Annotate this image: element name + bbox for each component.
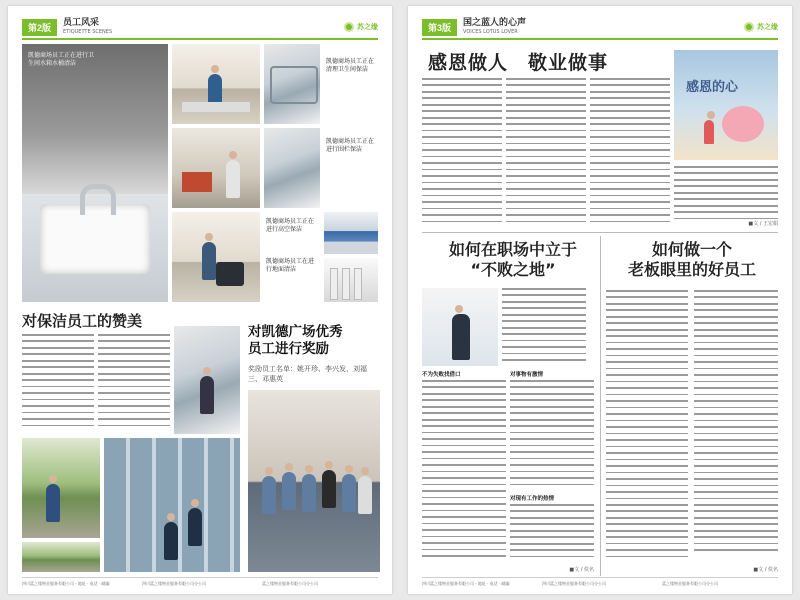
workplace-section-3 (510, 492, 594, 504)
staff-figure (342, 474, 356, 512)
photo-reception (172, 44, 260, 124)
left-page-footer (22, 577, 378, 590)
article-title-good-employee (606, 240, 778, 280)
footer-text: 四川蓝之缘物业服务有限公司分公司 (142, 581, 206, 586)
staff-figure (164, 522, 178, 560)
mop-shape (330, 268, 338, 300)
article-body-praise-col1 (22, 334, 94, 434)
photo-garden-cleaning (22, 438, 100, 538)
workplace-section-1 (422, 368, 506, 380)
person-figure (452, 314, 470, 360)
photo-floor-scrubber (172, 212, 260, 302)
caption-right-1: 凯德商场员工正在清理卫生间保洁 (326, 58, 375, 73)
caption-right-3: 凯德商场员工正在进行高空保洁 (266, 218, 315, 233)
caption-box-3 (264, 212, 320, 302)
publication-logo (344, 22, 378, 32)
photo-seating (324, 212, 378, 254)
heart-shape (722, 106, 764, 142)
photo-railing (264, 44, 320, 124)
logo-text: 苏之缘 (357, 23, 378, 31)
staff-figure (262, 476, 276, 514)
photo-businessman (422, 288, 498, 366)
staff-figure (358, 476, 372, 514)
footer-text: 四川蓝之缘物业服务有限公司 · 地址 · 电话 · 邮编 (22, 581, 110, 586)
footer-text: 四川蓝之缘物业服务有限公司分公司 (542, 581, 606, 586)
right-page-header (422, 16, 778, 40)
article-body-gratitude-col1 (422, 78, 502, 228)
caption-top-left: 凯德商场员工正在进行卫生间水箱水桶清洁 (28, 52, 95, 67)
byline-good-employee: ■文 / 佚名 (753, 567, 778, 573)
article-body-workplace-col1 (422, 380, 506, 566)
photo-award-ceremony (248, 390, 380, 572)
photo-counter (182, 102, 250, 112)
workplace-title-line1: 如何在职场中立于 (448, 240, 577, 259)
footer-text: 蓝之缘物业服务有限公司分公司 (662, 581, 718, 586)
section-title (63, 19, 112, 35)
staff-figure (282, 472, 296, 510)
staff-figure (226, 160, 240, 198)
article-body-good-employee-col2 (694, 290, 778, 562)
illustration-text: 感恩的心 (686, 80, 739, 95)
photo-rail-frame (270, 66, 318, 104)
workplace-section-2 (510, 368, 594, 380)
column-divider (600, 236, 601, 576)
staff-figure (46, 484, 60, 522)
publication-logo (744, 22, 778, 32)
page-number-badge: 第2版 (22, 19, 57, 36)
award-title-line2: 员工进行奖励 (248, 341, 329, 357)
mop-shape (342, 268, 350, 300)
caption-box-1 (324, 44, 378, 124)
staff-figure (302, 474, 316, 512)
caption-right-4: 凯德商场员工在进行地面清洁 (266, 258, 315, 273)
article-body-workplace-col2 (510, 380, 594, 490)
article-body-good-employee-col1 (606, 290, 688, 566)
divider (422, 232, 778, 233)
photo-mops (324, 258, 378, 302)
section-title (463, 19, 526, 35)
footer-text: 四川蓝之缘物业服务有限公司 · 地址 · 电话 · 邮编 (422, 581, 510, 586)
illustration-gratitude (674, 50, 778, 160)
good-employee-title-line2: 老板眼里的好员工 (627, 260, 756, 279)
mop-shape (354, 268, 362, 300)
photo-cart (182, 172, 212, 192)
workplace-title-line2: “不败之地” (470, 260, 556, 279)
award-title-line1: 对凯德广场优秀 (248, 324, 343, 340)
photo-high-cleaning (264, 128, 320, 208)
article-body-gratitude-col4 (674, 166, 778, 224)
caption-box-2 (324, 128, 378, 208)
section-name: 员工风采 (63, 18, 100, 28)
staff-figure (202, 242, 216, 280)
article-title-praise: 对保洁员工的赞美 (22, 312, 143, 330)
section-heading: 对事物有激情 (510, 372, 544, 378)
lotus-logo-icon (344, 22, 354, 32)
section-name: 国之蓝人的心声 (463, 18, 527, 28)
article-title-workplace (428, 240, 598, 280)
photo-sink-cleaning (22, 44, 168, 302)
staff-figure (200, 376, 214, 414)
section-name-en: ETIQUETTE SCENES (63, 29, 113, 35)
right-page (408, 6, 792, 594)
byline-gratitude: ■文 / 王宏娟 (748, 221, 778, 227)
photo-escalator (174, 326, 240, 434)
article-body-gratitude-col2 (506, 78, 586, 228)
article-title-gratitude: 感恩做人 敬业做事 (428, 52, 609, 74)
left-page (8, 6, 392, 594)
photo-scrubber-machine (216, 262, 244, 286)
article-body-workplace-top (502, 288, 586, 366)
footer-text: 蓝之缘物业服务有限公司分公司 (262, 581, 318, 586)
section-heading: 对现有工作的热情 (510, 496, 555, 502)
staff-figure (322, 470, 336, 508)
byline-workplace: ■文 / 佚名 (569, 567, 594, 573)
child-figure (704, 120, 714, 144)
section-heading: 不为失败找借口 (422, 372, 461, 378)
photo-plants (22, 542, 100, 572)
section-name-en: VOICES LOTUS LOVER (463, 29, 518, 35)
photo-hallway (172, 128, 260, 208)
page-number-badge: 第3版 (422, 19, 457, 36)
right-page-footer (422, 577, 778, 590)
photo-faucet (80, 184, 116, 215)
article-body-gratitude-col3 (590, 78, 670, 228)
caption-right-2: 凯德商场员工正在进行围栏保洁 (326, 138, 375, 153)
staff-figure (188, 508, 202, 546)
award-winners: 奖励员工名单：姚开珍、李兴发、刘福三、邓惠英 (248, 365, 367, 383)
lotus-logo-icon (744, 22, 754, 32)
article-body-workplace-col3 (510, 504, 594, 566)
good-employee-title-line1: 如何做一个 (651, 240, 732, 259)
left-page-header (22, 16, 378, 40)
photo-glass-roof (104, 438, 240, 572)
logo-text: 苏之缘 (757, 23, 778, 31)
article-body-praise-col2 (98, 334, 170, 434)
article-title-award (248, 324, 343, 358)
